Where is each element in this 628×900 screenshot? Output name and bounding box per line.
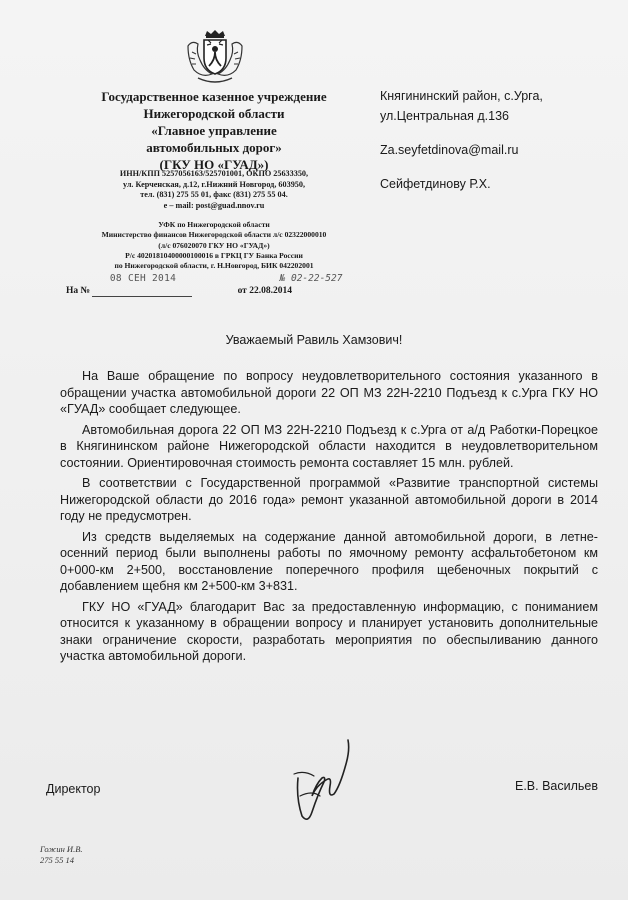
bank-line: УФК по Нижегородской области: [158, 220, 270, 229]
body-paragraph: Из средств выделяемых на содержание данной автомобильной дороги, в летне-осенний период были выполнены работы по ямочному ремонту асфальтобетоном км 0+000-км 2+500, восстановление поперечного профиля щебеночных покрытий с добавлением щебня км 2+500-км 3+831.: [60, 529, 598, 593]
bank-details: [64, 220, 364, 271]
body-paragraph: В соответствии с Государственной программой «Развитие транспортной системы Нижегородской области до 2016 года» ремонт указанной автомобильной дороги в 2014 году не предусмотрен.: [60, 476, 598, 523]
body-paragraph: На Ваше обращение по вопросу неудовлетворительного состояния указанного в обращении участка автомобильной дороги 22 ОП МЗ 22Н-2210 Подъезд к с.Урга ГКУ НО «ГУАД» сообщает следующее.: [60, 369, 598, 416]
registration-line: [66, 286, 356, 297]
recipient-block: [380, 86, 610, 194]
executor-phone: 275 55 14: [40, 855, 74, 865]
executor-block: [40, 844, 83, 866]
recipient-address-line: Княгининский район, с.Урга,: [380, 89, 543, 103]
org-line: Нижегородской области: [143, 106, 285, 121]
requisite-line: ИНН/КПП 5257056163/525701001, ОКПО 25633350,: [119, 169, 309, 178]
body-paragraph: Автомобильная дорога 22 ОП МЗ 22Н-2210 Подъезд к с.Урга от а/д Работки-Порецкое в Княгининском районе Нижегородской области находится в неудовлетворительном состоянии. Ориентировочная стоимость ремонта составляет 15 млн. рублей.: [60, 422, 598, 470]
bank-line: Р/с 40201810400000100016 в ГРКЦ ГУ Банка России: [125, 250, 303, 260]
signatory-name: Е.В. Васильев: [515, 779, 599, 793]
date-label: от: [237, 286, 247, 296]
date-value: 22.08.2014: [249, 286, 292, 296]
coat-of-arms-icon: [184, 28, 246, 88]
greeting: Уважаемый Равиль Хамзович!: [225, 333, 403, 347]
registration-number-stamp: № 02-22-527: [279, 273, 343, 284]
org-line: (ГКУ НО «ГУАД»): [159, 157, 269, 172]
letter-body: [60, 368, 598, 669]
reg-number-blank: [92, 286, 192, 297]
body-paragraph: ГКУ НО «ГУАД» благодарит Вас за предоставленную информацию, с пониманием относится к указанному в обращении вопросу и планирует установить дополнительные знаки ограничение скорости, разработать мероприятия по обеспыливанию данного участка автомобильной дороги.: [60, 599, 598, 663]
org-line: «Главное управление: [151, 123, 277, 138]
organization-name: [64, 88, 364, 173]
bank-line: по Нижегородской области, г. Н.Новгород, БИК 042202001: [114, 261, 314, 271]
requisite-line: e – mail: post@guad.nnov.ru: [163, 200, 265, 210]
recipient-name: Сейфетдинову Р.Х.: [380, 177, 491, 191]
recipient-email: Za.seyfetdinova@mail.ru: [380, 143, 519, 157]
reg-number-label: На №: [66, 286, 91, 296]
handwritten-signature: [286, 738, 350, 828]
executor-name: Гожин И.В.: [40, 844, 83, 854]
bank-line: Министерство финансов Нижегородской области л/с 02322000010: [101, 230, 327, 240]
registration-date-stamp: 08 СЕН 2014: [109, 273, 177, 284]
bank-line: (л/с 076020070 ГКУ НО «ГУАД»): [158, 240, 270, 250]
requisite-line: тел. (831) 275 55 01, факс (831) 275 55 04.: [140, 190, 288, 200]
org-line: автомобильных дорог»: [146, 140, 282, 155]
organization-requisites: [64, 169, 364, 211]
requisite-line: ул. Керченская, д.12, г.Нижний Новгород, 603950,: [122, 179, 306, 189]
signatory-role: Директор: [46, 782, 101, 796]
recipient-address-line: ул.Центральная д.136: [380, 109, 509, 123]
org-line: Государственное казенное учреждение: [101, 89, 327, 104]
